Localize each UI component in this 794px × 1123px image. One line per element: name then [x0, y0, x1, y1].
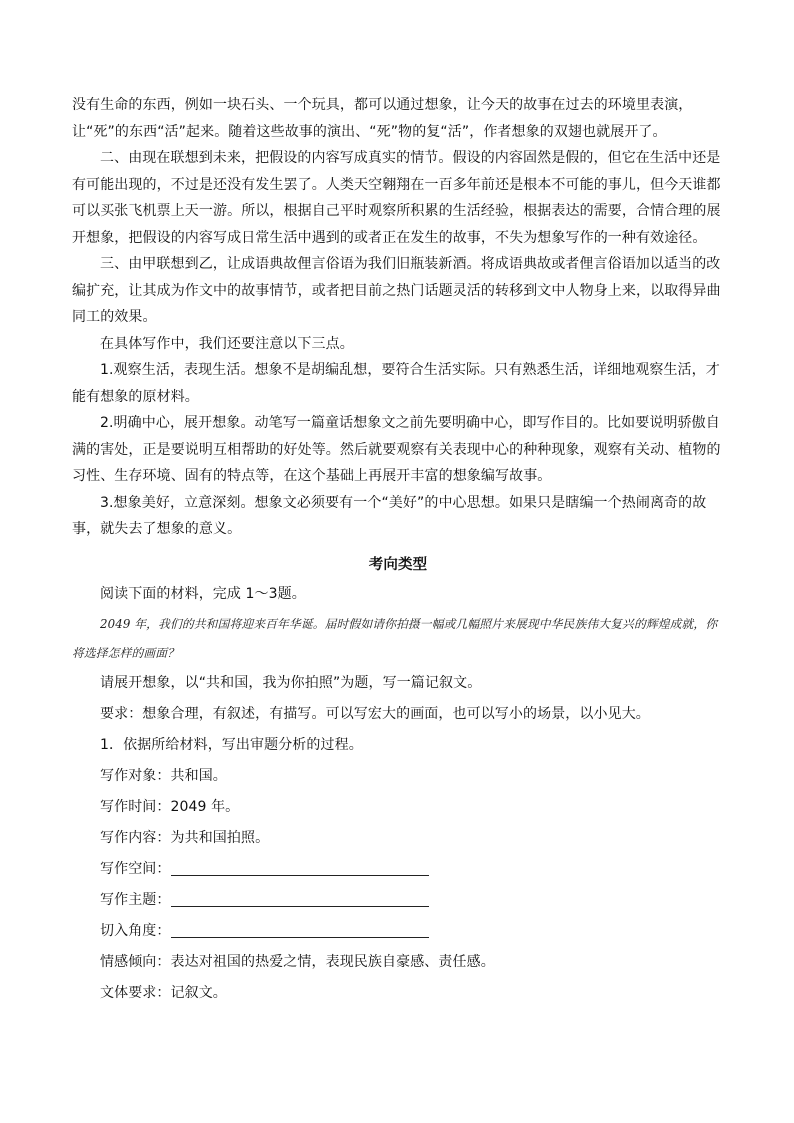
writing-requirement: 要求：想象合理，有叙述，有描写。可以写宏大的画面，也可以写小的场景，以小见大。 [100, 705, 650, 722]
analysis-object: 写作对象：共和国。 [100, 767, 227, 784]
analysis-genre: 文体要求：记叙文。 [100, 984, 227, 1001]
paragraph-note-two: 2.明确中心，展开想象。动笔写一篇童话想象文之前先要明确中心，即写作目的。比如要说明骄傲自满的害处，正是要说明互相帮助的好处等。然后就要观察有关表现中心的种种现象，观察有关动、植物的习性、生存环境、固有的特点等，在这个基础上再展开丰富的想象编写故事。 [72, 415, 721, 484]
paragraph-method-two: 二、由现在联想到未来，把假设的内容写成真实的情节。假设的内容固然是假的，但它在生活中还是有可能出现的，不过是还没有发生罢了。人类天空翱翔在一百多年前还是根本不可能的事儿，但今天谁都可以买张飞机票上天一游。所以，根据自己平时观察所积累的生活经验，根据表达的需要，合情合理的展开想象，把假设的内容写成日常生活中遇到的或者正在发生的故事，不失为想象写作的一种有效途径。 [72, 150, 721, 246]
answer-blank-angle[interactable] [171, 921, 429, 938]
document-body [72, 92, 724, 1009]
section-title: 考向类型 [368, 556, 428, 573]
analysis-theme-row [72, 885, 724, 916]
analysis-angle-label: 切入角度： [100, 922, 171, 939]
paragraph-method-three: 三、由甲联想到乙，让成语典故俚言俗语为我们旧瓶装新酒。将成语典故或者俚言俗语加以适当的改编扩充，让其成为作文中的故事情节，或者把目前之热门话题灵活的转移到文中人物身上来，以取得异曲同工的效果。 [72, 256, 721, 325]
question-one: 1．依据所给材料，写出审题分析的过程。 [100, 736, 363, 753]
paragraph-notes-intro: 在具体写作中，我们还要注意以下三点。 [100, 335, 354, 352]
paragraph-note-three: 3.想象美好，立意深刻。想象文必须要有一个“美好”的中心思想。如果只是瞎编一个热闹离奇的故事，就失去了想象的意义。 [72, 494, 707, 537]
instruction-text: 阅读下面的材料，完成 1～3题。 [100, 585, 306, 602]
analysis-space-label: 写作空间： [100, 860, 171, 877]
paragraph-note-one: 1.观察生活，表现生活。想象不是胡编乱想，要符合生活实际。只有熟悉生活，详细地观察生活，才能有想象的原材料。 [72, 362, 720, 405]
analysis-emotion: 情感倾向：表达对祖国的热爱之情，表现民族自豪感、责任感。 [100, 953, 495, 970]
analysis-angle-row [72, 916, 724, 947]
analysis-time: 写作时间：2049 年。 [100, 798, 240, 815]
analysis-content: 写作内容：为共和国拍照。 [100, 829, 270, 846]
paragraph-continuation: 没有生命的东西，例如一块石头、一个玩具，都可以通过想象，让今天的故事在过去的环境里表演，让“死”的东西“活”起来。随着这些故事的演出、“死”物的复“活”，作者想象的双翅也就展开了。 [72, 97, 693, 140]
answer-blank-theme[interactable] [171, 890, 429, 907]
material-text: 2049 年，我们的共和国将迎来百年华诞。届时假如请你拍摄一幅或几幅照片来展现中华民族伟大复兴的辉煌成就，你将选择怎样的画面？ [72, 616, 718, 660]
writing-prompt: 请展开想象，以“共和国，我为你拍照”为题，写一篇记叙文。 [100, 674, 482, 691]
analysis-theme-label: 写作主题： [100, 891, 171, 908]
analysis-space-row [72, 854, 724, 885]
answer-blank-space[interactable] [171, 859, 429, 876]
